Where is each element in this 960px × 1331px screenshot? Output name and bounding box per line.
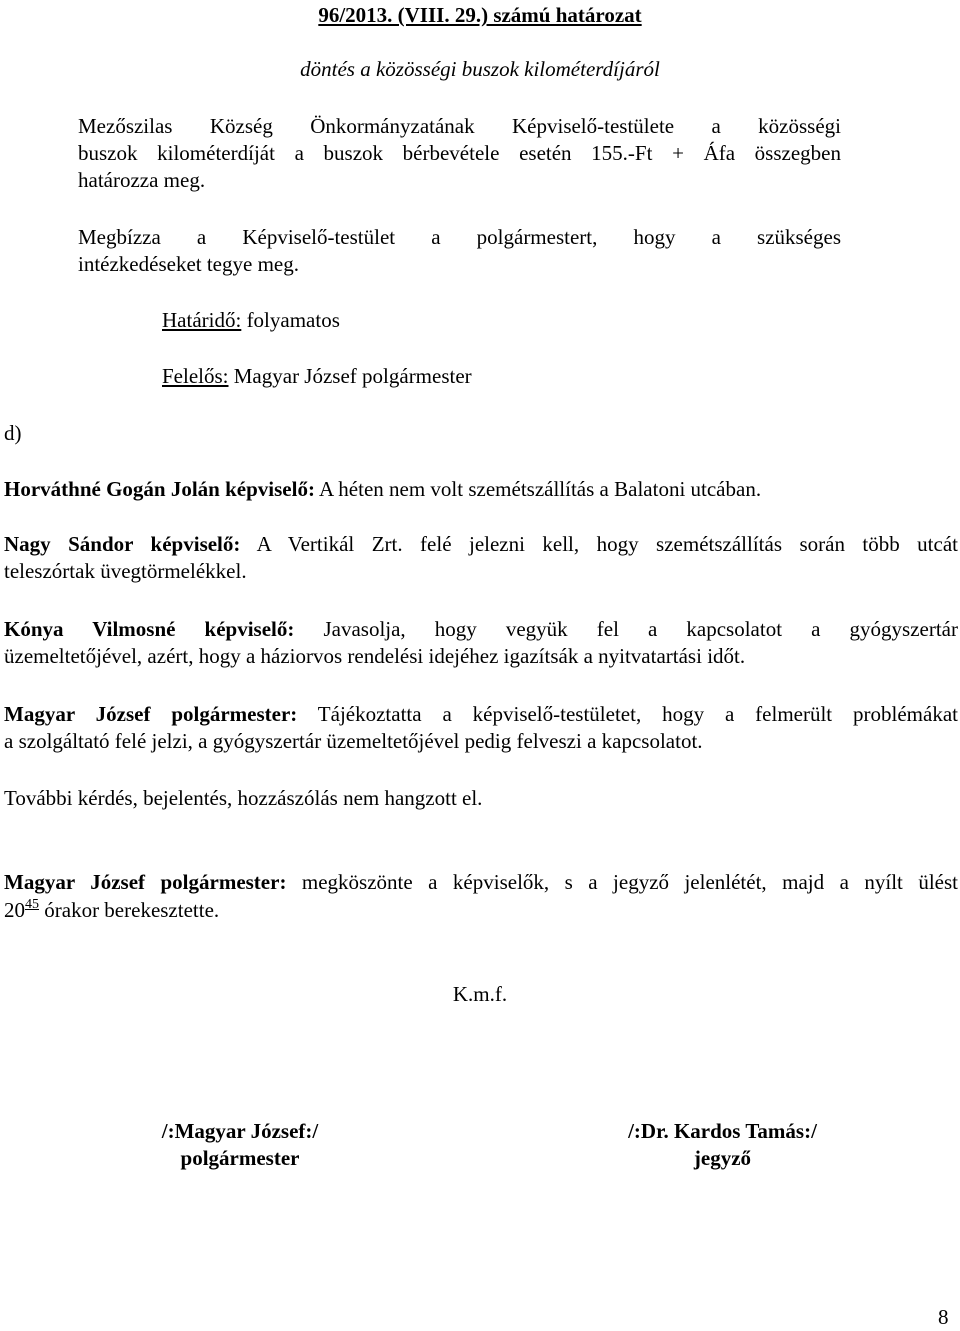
statement [4,616,958,643]
statement-text: A héten nem volt szemétszállítás a Balatoni utcában. [314,477,762,501]
statement-continuation: üzemeltetőjével, azért, hogy a háziorvos rendelési idejéhez igazítsák a nyitvatartási időt. [4,644,746,668]
deadline-value: folyamatos [241,308,340,332]
speaker-name: Kónya Vilmosné képviselő: [4,617,295,641]
statement-text: Tájékoztatta a képviselő-testületet, hogy a felmerült problémákat [297,702,958,726]
statement [4,476,761,503]
resolution-title: 96/2013. (VIII. 29.) számú határozat [318,3,642,27]
speaker-name: Horváthné Gogán Jolán képviselő: [4,477,315,501]
resolution-text-line: Megbízza a Képviselő-testület a polgármestert, hogy a szükséges [78,225,841,249]
statement-text: A Vertikál Zrt. felé jelezni kell, hogy szemétszállítás során több utcát [240,532,958,556]
no-more-questions: További kérdés, bejelentés, hozzászólás nem hangzott el. [4,786,483,810]
kmf-mark: K.m.f. [452,982,508,1006]
speaker-name: Nagy Sándor képviselő: [4,532,241,556]
signature-title: polgármester [180,1146,300,1170]
signature-title: jegyző [693,1146,752,1170]
deadline-label: Határidő: [162,308,242,332]
responsible-label: Felelős: [162,364,229,388]
closing-hour: 20 [4,898,25,922]
deadline-line [162,307,340,334]
closing-minute: 45 [25,897,39,912]
resolution-text-line: határozza meg. [78,168,206,192]
signature-name: /:Magyar József:/ [161,1119,319,1143]
section-marker: d) [4,421,22,445]
resolution-text-line: buszok kilométerdíját a buszok bérbevétele esetén 155.-Ft + Áfa összegben [78,141,841,165]
statement-text: Javasolja, hogy vegyük fel a kapcsolatot a gyógyszertár [294,617,958,641]
signature-name: /:Dr. Kardos Tamás:/ [628,1119,817,1143]
responsible-value: Magyar József polgármester [228,364,472,388]
statement [4,701,958,728]
closing-rest: órakor berekesztette. [39,898,220,922]
closing-text: megköszönte a képviselők, s a jegyző jelenlétét, majd a nyílt ülést [286,870,958,894]
resolution-subtitle: döntés a közösségi buszok kilométerdíjáról [300,57,660,81]
speaker-name: Magyar József polgármester: [4,870,287,894]
resolution-text-line: intézkedéseket tegye meg. [78,252,299,276]
statement-continuation: a szolgáltató felé jelzi, a gyógyszertár üzemeltetőjével pedig felveszi a kapcsolatot. [4,729,703,753]
statement [4,531,958,558]
closing-statement [4,869,958,896]
responsible-line [162,363,472,390]
statement-continuation: teleszórtak üvegtörmelékkel. [4,559,247,583]
speaker-name: Magyar József polgármester: [4,702,298,726]
closing-continuation [4,897,219,927]
page-number: 8 [938,1305,949,1329]
resolution-text-line: Mezőszilas Község Önkormányzatának Képviselő-testülete a közösségi [78,114,841,138]
